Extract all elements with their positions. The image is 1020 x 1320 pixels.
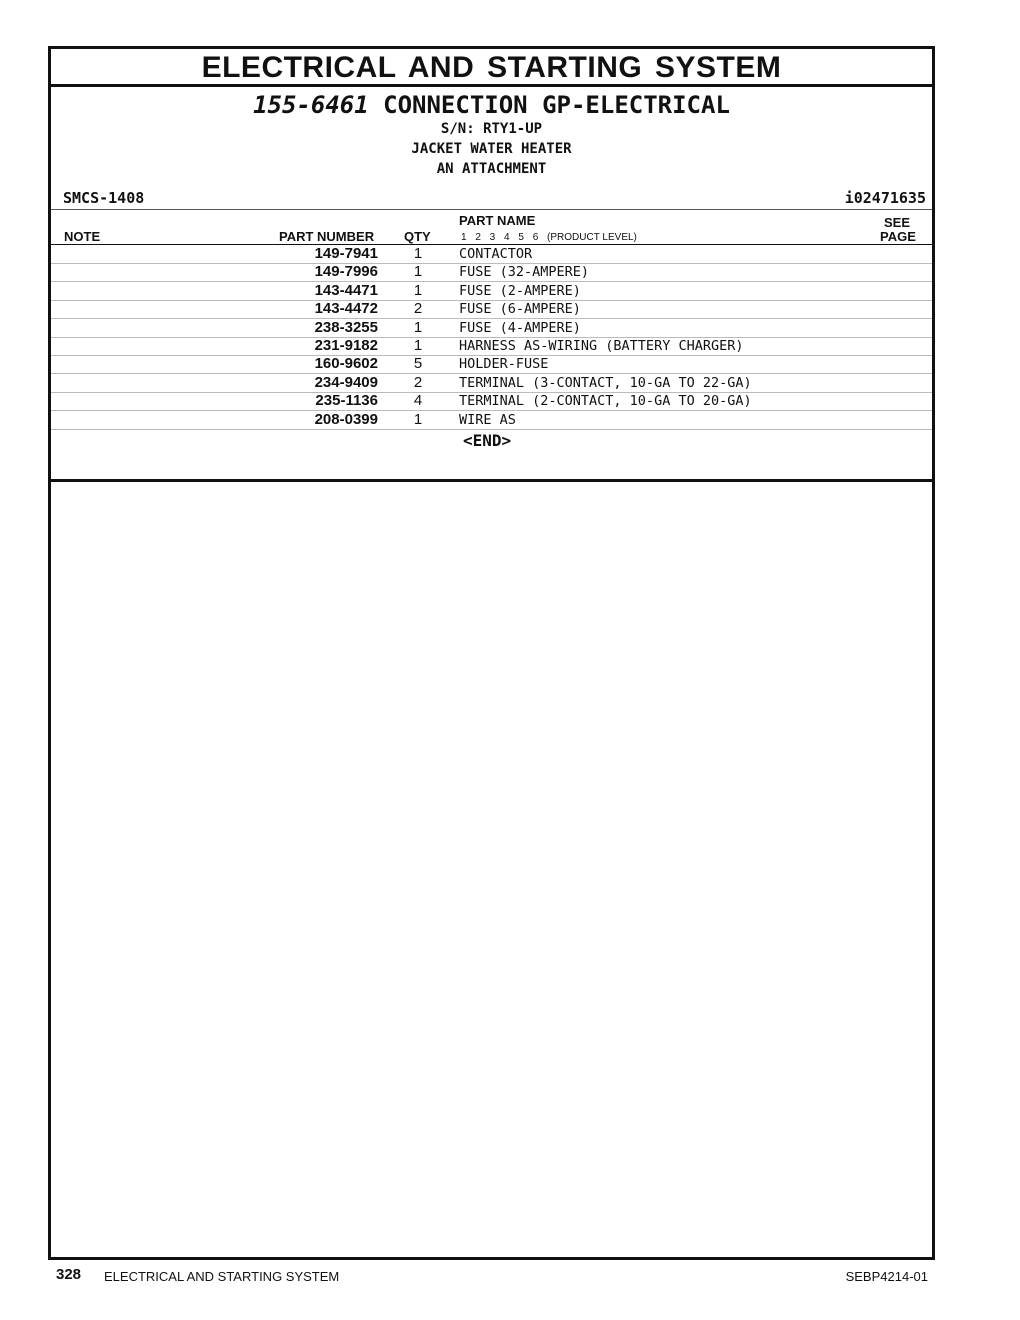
table-row <box>51 282 932 300</box>
table-row <box>51 300 932 318</box>
part-number: 149-7941 <box>314 245 378 262</box>
col-page: PAGE <box>880 229 916 244</box>
page-number: 328 <box>56 1266 82 1283</box>
quantity: 2 <box>413 300 423 318</box>
quantity: 2 <box>413 373 423 391</box>
footer-section: ELECTRICAL AND STARTING SYSTEM <box>104 1269 340 1284</box>
level-numbers: 1 2 3 4 5 6 <box>461 232 539 243</box>
part-number: 235-1136 <box>315 392 378 410</box>
end-marker: <END> <box>463 431 512 450</box>
group-heading <box>51 91 932 119</box>
section-title: ELECTRICAL AND STARTING SYSTEM <box>51 49 932 87</box>
quantity: 1 <box>413 318 423 336</box>
part-name: TERMINAL (3-CONTACT, 10-GA TO 22-GA) <box>459 374 752 391</box>
group-number: 155-6461 <box>253 91 369 119</box>
quantity: 1 <box>413 263 423 281</box>
page-frame <box>48 46 935 1260</box>
product-level-label: (PRODUCT LEVEL) <box>547 232 637 243</box>
quantity: 1 <box>413 281 423 299</box>
table-row <box>51 245 932 263</box>
quantity: 5 <box>413 355 423 373</box>
row-divider <box>51 429 932 430</box>
col-part-number: PART NUMBER <box>279 229 375 244</box>
part-number: 149-7996 <box>314 263 378 281</box>
part-name: TERMINAL (2-CONTACT, 10-GA TO 20-GA) <box>459 393 752 410</box>
part-name: FUSE (32-AMPERE) <box>459 264 590 281</box>
smcs-code: SMCS-1408 <box>63 189 145 207</box>
col-part-name: PART NAME <box>459 213 536 228</box>
table-row <box>51 374 932 392</box>
group-name: CONNECTION GP-ELECTRICAL <box>383 91 730 119</box>
col-qty: QTY <box>404 229 431 244</box>
table-row <box>51 263 932 281</box>
part-name: FUSE (6-AMPERE) <box>459 301 581 318</box>
quantity: 1 <box>413 337 423 354</box>
product-levels <box>461 232 637 243</box>
table-row <box>51 319 932 337</box>
section-bottom-rule <box>51 479 932 482</box>
part-number: 143-4472 <box>314 300 378 318</box>
serial-number: S/N: RTY1-UP <box>440 121 543 137</box>
table-row <box>51 411 932 429</box>
col-see: SEE <box>884 215 911 230</box>
part-name: FUSE (4-AMPERE) <box>459 319 581 336</box>
quantity: 1 <box>413 410 423 428</box>
col-note: NOTE <box>64 229 101 244</box>
quantity: 4 <box>413 392 423 410</box>
part-number: 234-9409 <box>314 373 378 391</box>
part-number: 143-4471 <box>314 281 378 299</box>
table-row <box>51 337 932 355</box>
header-divider <box>51 209 932 210</box>
illustration-id: i02471635 <box>844 189 926 207</box>
subtitle-heater: JACKET WATER HEATER <box>411 141 572 157</box>
doc-id: SEBP4214-01 <box>845 1269 928 1284</box>
part-number: 208-0399 <box>314 410 378 428</box>
part-number: 238-3255 <box>314 318 378 336</box>
table-row <box>51 392 932 410</box>
part-name: WIRE AS <box>459 411 516 428</box>
quantity: 1 <box>413 245 423 262</box>
part-number: 160-9602 <box>314 355 378 373</box>
part-name: FUSE (2-AMPERE) <box>459 282 581 299</box>
table-row <box>51 355 932 373</box>
part-name: HOLDER-FUSE <box>459 356 549 373</box>
part-name: HARNESS AS-WIRING (BATTERY CHARGER) <box>459 338 744 354</box>
part-name: CONTACTOR <box>459 246 533 262</box>
part-number: 231-9182 <box>314 337 378 354</box>
subtitle-attachment: AN ATTACHMENT <box>436 161 547 177</box>
